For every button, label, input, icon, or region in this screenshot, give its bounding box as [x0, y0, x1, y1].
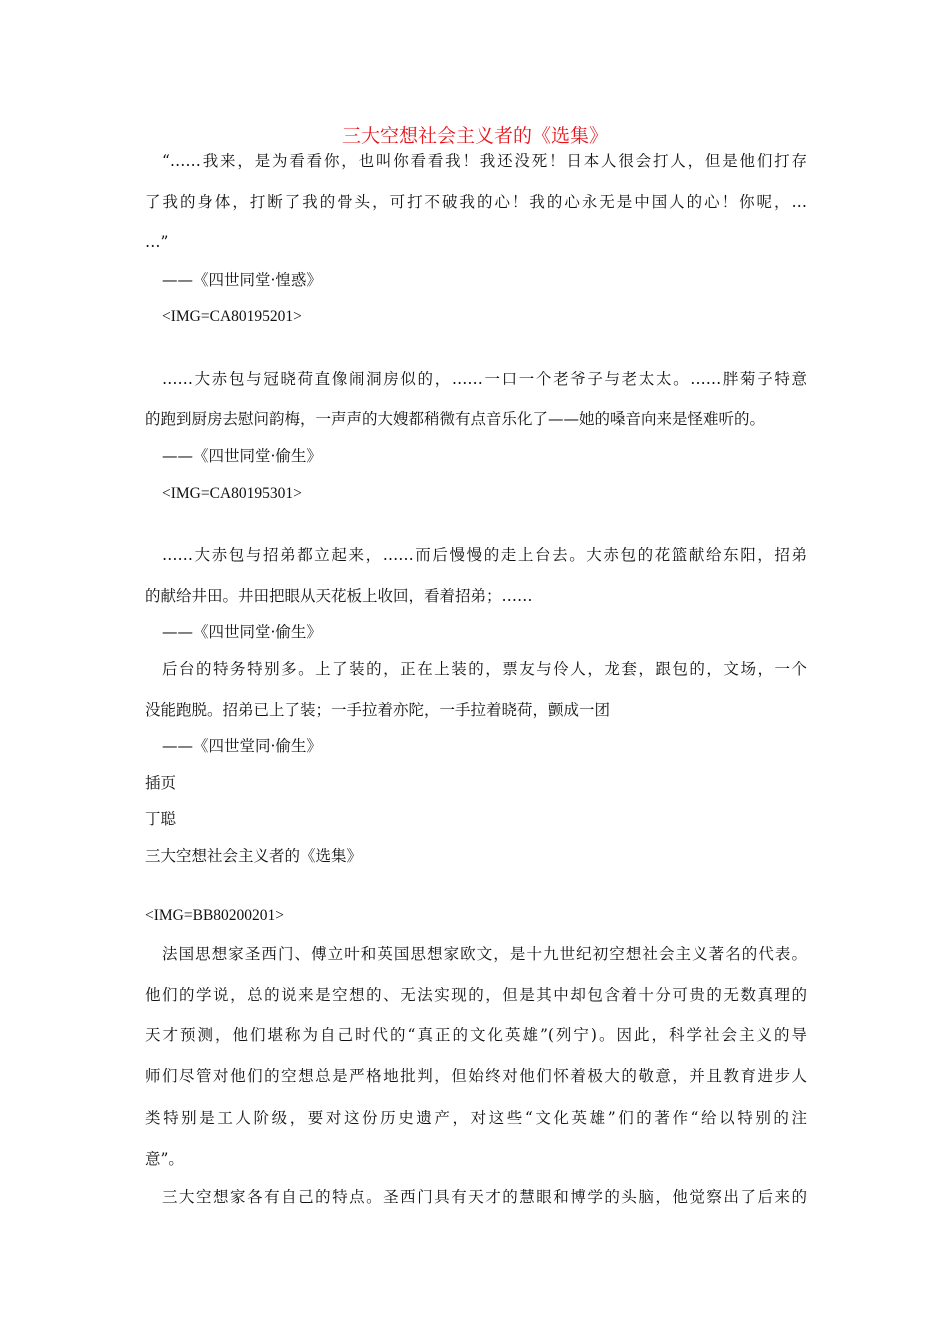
- body-para-1-line-3: 天才预测，他们堪称为自己时代的“真正的文化英雄”(列宁)。因此，科学社会主义的导: [145, 1026, 807, 1044]
- section-subtitle: 三大空想社会主义者的《选集》: [145, 847, 363, 865]
- quote-3-line-2: 的献给井田。井田把眼从天花板上收回，看着招弟；……: [145, 587, 533, 605]
- body-para-2-line-1: 三大空想家各有自己的特点。圣西门具有天才的慧眼和博学的头脑，他觉察出了后来的: [162, 1188, 807, 1206]
- quote-1-source: ——《四世同堂·惶惑》: [162, 271, 322, 289]
- quote-3-source: ——《四世同堂·偷生》: [162, 623, 322, 641]
- quote-2-line-2: 的跑到厨房去慰问韵梅，一声声的大嫂都稍微有点音乐化了——她的嗓音向来是怪难听的。: [145, 410, 766, 428]
- image-placeholder-3: <IMG=BB80200201>: [145, 907, 285, 924]
- quote-2-line-1: ……大赤包与冠晓荷直像闹洞房似的，……一口一个老爷子与老太太。……胖菊子特意: [162, 370, 807, 388]
- quote-3-line-1: ……大赤包与招弟都立起来，……而后慢慢的走上台去。大赤包的花篮献给东阳，招弟: [162, 546, 807, 564]
- author-name: 丁聪: [145, 810, 177, 828]
- quote-4-source: ——《四世堂同·偷生》: [162, 737, 322, 755]
- quote-2-source: ——《四世同堂·偷生》: [162, 447, 322, 465]
- document-title: 三大空想社会主义者的《选集》: [341, 125, 608, 147]
- quote-4-line-1: 后台的特务特别多。上了装的，正在上装的，票友与伶人，龙套，跟包的，文场，一个: [162, 660, 807, 678]
- body-para-1-line-2: 他们的学说，总的说来是空想的、无法实现的，但是其中却包含着十分可贵的无数真理的: [145, 986, 807, 1004]
- image-placeholder-2: <IMG=CA80195301>: [162, 485, 302, 502]
- insert-label: 插页: [145, 774, 177, 792]
- body-para-1-line-4: 师们尽管对他们的空想总是严格地批判，但始终对他们怀着极大的敬意，并且教育进步人: [145, 1067, 807, 1085]
- quote-1-line-3: …”: [145, 233, 169, 251]
- quote-1-line-1: “……我来，是为看看你，也叫你看看我！我还没死！日本人很会打人，但是他们打存: [162, 152, 807, 170]
- body-para-1-line-6: 意”。: [145, 1150, 184, 1168]
- body-para-1-line-5: 类特别是工人阶级，要对这份历史遗产，对这些“文化英雄”们的著作“给以特别的注: [145, 1109, 807, 1127]
- image-placeholder-1: <IMG=CA80195201>: [162, 308, 302, 325]
- quote-4-line-2: 没能跑脱。招弟已上了装；一手拉着亦陀，一手拉着晓荷，颤成一团: [145, 701, 611, 719]
- quote-1-line-2: 了我的身体，打断了我的骨头，可打不破我的心！我的心永无是中国人的心！你呢，…: [145, 193, 807, 211]
- body-para-1-line-1: 法国思想家圣西门、傅立叶和英国思想家欧文，是十九世纪初空想社会主义著名的代表。: [162, 945, 807, 963]
